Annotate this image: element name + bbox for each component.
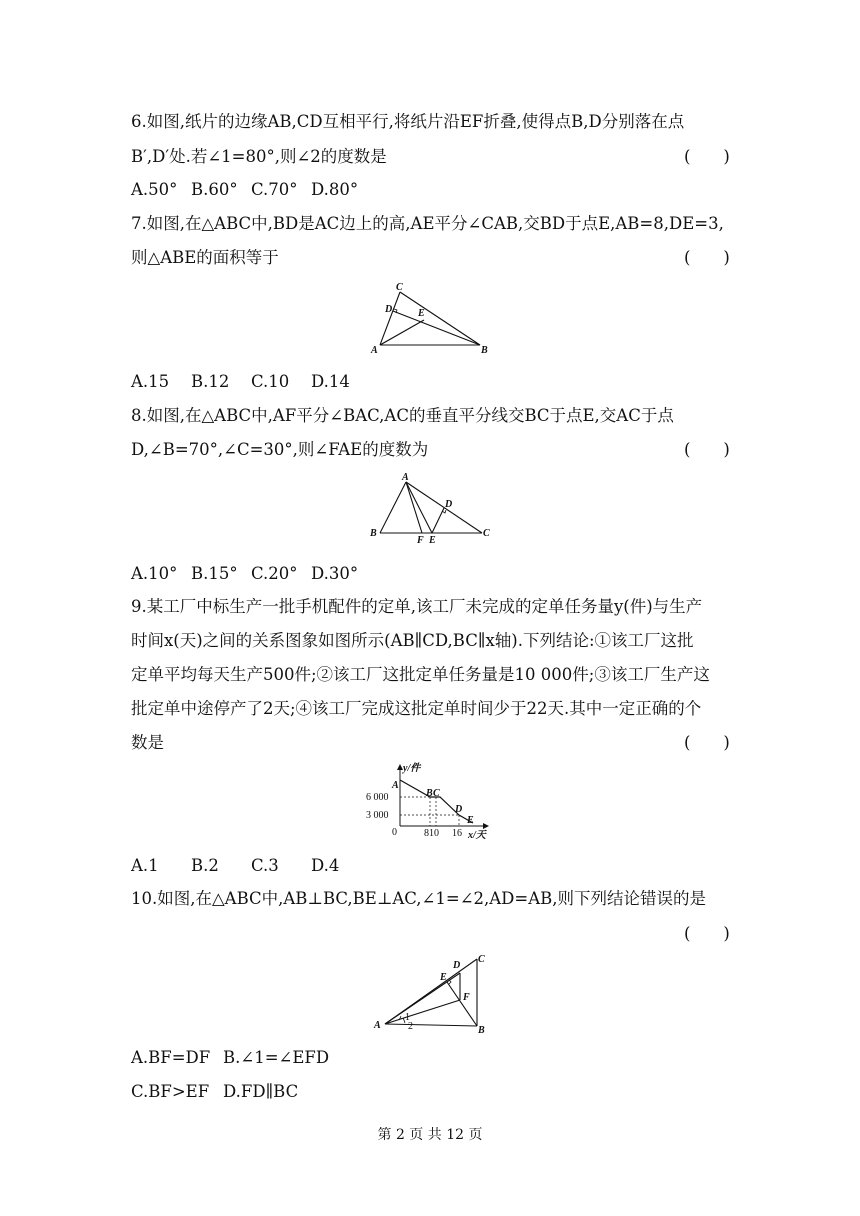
q10-label-b: B	[478, 1025, 485, 1036]
q10-side-ab	[385, 1024, 477, 1026]
q8-options	[131, 564, 358, 584]
q8-side-ab	[380, 482, 406, 533]
q9-line-1: 9.某工厂中标生产一批手机配件的定单,该工厂未完成的定单任务量y(件)与生产	[131, 597, 703, 616]
q8-option-c: C.20°	[251, 564, 298, 583]
q8-label-c: C	[483, 528, 490, 539]
q8-option-b: B.15°	[191, 564, 238, 583]
q6-option-b: B.60°	[191, 180, 238, 199]
q8-triangle-figure	[365, 470, 495, 548]
q7-bisector-ae	[380, 320, 424, 345]
q9-label-810: 810	[424, 828, 439, 839]
q9-options	[131, 856, 339, 876]
q6-option-d: D.80°	[311, 180, 359, 199]
q9-line-5: 数是	[131, 733, 164, 752]
q8-option-d: D.30°	[311, 564, 359, 583]
q9-label-origin: 0	[392, 827, 397, 838]
q7-option-d: D.14	[311, 372, 350, 391]
q7-option-a: A.15	[131, 372, 170, 391]
q8-label-d: D	[445, 499, 453, 510]
q9-option-c: C.3	[251, 856, 279, 875]
q7-option-c: C.10	[251, 372, 290, 391]
q8-side-ac	[406, 482, 482, 533]
q10-answer-paren: ( )	[684, 924, 730, 943]
q8-label-b: B	[370, 528, 377, 539]
q8-segment-ae	[406, 482, 432, 533]
q9-line-2: 时间x(天)之间的关系图象如图所示(AB∥CD,BC∥x轴).下列结论:①该工厂这批	[131, 631, 694, 650]
q10-option-d: D.FD∥BC	[223, 1082, 299, 1101]
q9-label-6000: 6 000	[366, 792, 389, 803]
q7-label-d: D	[385, 304, 393, 315]
q9-label-b: B	[426, 788, 433, 799]
q8-option-a: A.10°	[131, 564, 178, 583]
q6-options	[131, 180, 358, 200]
q6-line-2: B′,D′处.若∠1=80°,则∠2的度数是	[131, 147, 387, 166]
q9-label-16: 16	[452, 828, 462, 839]
q7-label-c: C	[396, 282, 403, 293]
q7-options	[131, 372, 350, 392]
q6-line-1: 6.如图,纸片的边缘AB,CD互相平行,将纸片沿EF折叠,使得点B,D分别落在点	[131, 112, 685, 131]
q10-label-d: D	[453, 960, 461, 971]
q7-label-e: E	[418, 308, 425, 319]
q8-label-a: A	[402, 472, 409, 483]
q9-label-3000: 3 000	[366, 810, 389, 821]
q7-side-ac	[380, 292, 400, 345]
q10-segment-af	[385, 1000, 460, 1024]
q9-label-c: C	[433, 788, 440, 799]
q9-label-e: E	[467, 815, 474, 826]
q9-label-a: A	[392, 780, 399, 791]
q9-option-b: B.2	[191, 856, 219, 875]
q9-label-y-axis: y/件	[403, 763, 421, 774]
q8-perp-bisector-de	[432, 508, 444, 533]
q10-options-row-2	[131, 1082, 298, 1102]
q9-graph-line	[400, 780, 473, 823]
q8-answer-paren: ( )	[684, 440, 730, 459]
q7-label-b: B	[481, 345, 488, 356]
q10-label-e: E	[440, 972, 447, 983]
q8-label-e: E	[429, 535, 436, 546]
q10-label-angle-2: 2	[408, 1021, 413, 1032]
q9-line-4: 批定单中途停产了2天;④该工厂完成这批定单时间少于22天.其中一定正确的个	[131, 699, 702, 718]
q10-label-c: C	[478, 954, 485, 965]
q9-label-d: D	[455, 804, 463, 815]
q10-segment-ad	[385, 973, 460, 1024]
q7-triangle-figure	[360, 278, 500, 358]
q10-options-row-1	[131, 1048, 329, 1068]
q8-line-1: 8.如图,在△ABC中,AF平分∠BAC,AC的垂直平分线交BC于点E,交AC于点	[131, 406, 674, 425]
q8-line-2: D,∠B=70°,∠C=30°,则∠FAE的度数为	[131, 440, 429, 459]
q9-option-a: A.1	[131, 856, 159, 875]
q6-option-a: A.50°	[131, 180, 178, 199]
q7-answer-paren: ( )	[684, 248, 730, 267]
q10-segment-be	[447, 982, 477, 1026]
q10-option-c: C.BF>EF	[131, 1082, 210, 1101]
q10-label-a: A	[374, 1020, 381, 1031]
q9-line-3: 定单平均每天生产500件;②该工厂这批定单任务量是10 000件;③该工厂生产这	[131, 665, 710, 684]
q7-line-1: 7.如图,在△ABC中,BD是AC边上的高,AE平分∠CAB,交BD于点E,AB=8,DE=3,	[131, 214, 724, 233]
q6-option-c: C.70°	[251, 180, 298, 199]
q10-option-b: B.∠1=∠EFD	[223, 1048, 330, 1067]
page-number-footer: 第 2 页 共 12 页	[377, 1127, 483, 1143]
q9-answer-paren: ( )	[684, 733, 730, 752]
q7-line-2: 则△ABE的面积等于	[131, 248, 279, 267]
q10-triangle-figure	[365, 950, 495, 1036]
q7-option-b: B.12	[191, 372, 230, 391]
q7-label-a: A	[371, 345, 378, 356]
q8-label-f: F	[417, 535, 424, 546]
q10-line-1: 10.如图,在△ABC中,AB⊥BC,BE⊥AC,∠1=∠2,AD=AB,则下列结论错误的是	[131, 889, 707, 908]
q9-graph-figure	[360, 760, 500, 846]
q6-answer-paren: ( )	[684, 147, 730, 166]
q9-label-x-axis: x/天	[468, 830, 486, 841]
q9-option-d: D.4	[311, 856, 340, 875]
q10-label-f: F	[463, 992, 470, 1003]
q10-right-angle-mark	[449, 980, 451, 984]
q10-option-a: A.BF=DF	[131, 1048, 211, 1067]
q10-label-angle-1: 1	[405, 1012, 410, 1023]
